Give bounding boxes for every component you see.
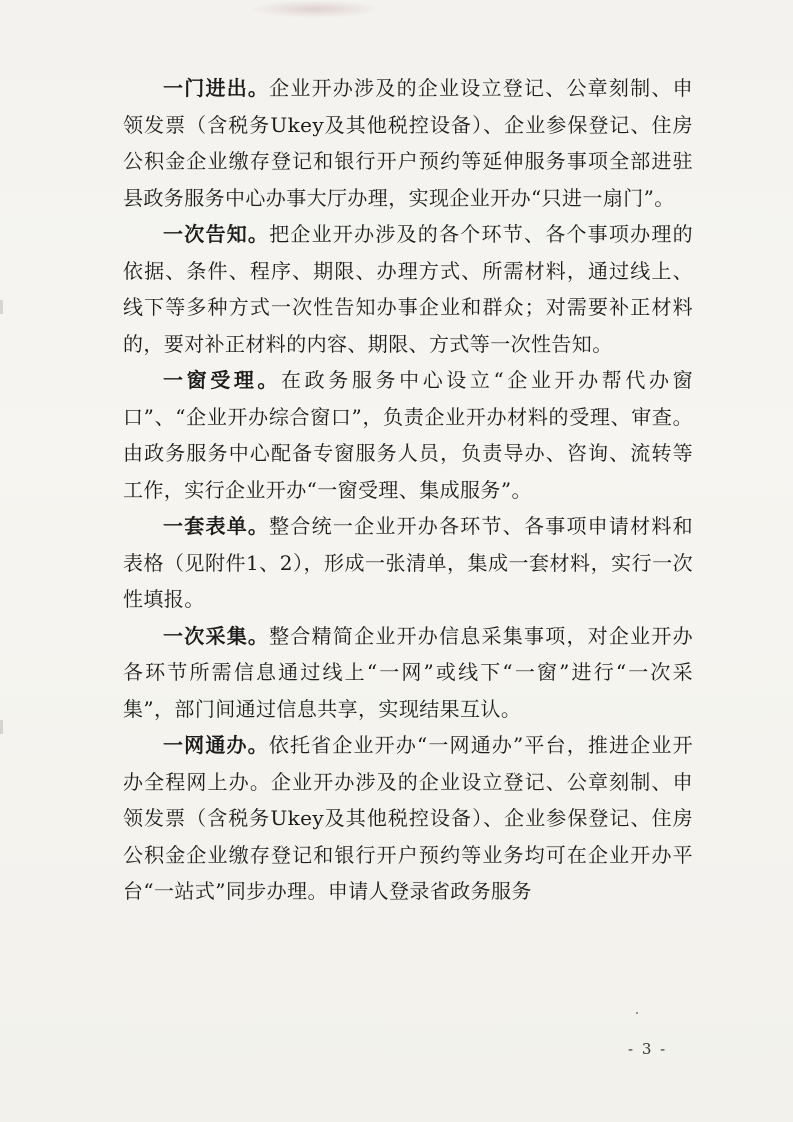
paragraph-one-door <box>123 70 693 216</box>
paragraph-text: 企业开办涉及的企业设立登记、公章刻制、申领发票（含税务Ukey及其他税控设备）、企业参保登记、住房公积金企业缴存登记和银行开户预约等延伸服务事项全部进驻县政务服务中心办事大厅办理，实现企业开办“只进一扇门”。 <box>123 76 694 210</box>
paragraph-lead: 一网通办。 <box>163 733 269 757</box>
document-body <box>123 70 693 910</box>
page-number: - 3 - <box>628 1040 668 1058</box>
binding-mark <box>0 300 3 314</box>
paragraph-lead: 一次告知。 <box>163 222 270 246</box>
paragraph-text: 在政务服务中心设立“企业开办帮代办窗口”、“企业开办综合窗口”，负责企业开办材料的受理、审查。由政务服务中心配备专窗服务人员，负责导办、咨询、流转等工作，实行企业开办“一窗受理、集成服务”。 <box>123 368 693 502</box>
paragraph-lead: 一门进出。 <box>163 76 270 100</box>
paragraph-text: 整合精简企业开办信息采集事项，对企业开办各环节所需信息通过线上“一网”或线下“一窗”进行“一次采集”，部门间通过信息共享，实现结果互认。 <box>123 623 694 721</box>
paragraph-one-form <box>123 508 693 618</box>
paragraph-text: 依托省企业开办“一网通办”平台，推进企业开办全程网上办。企业开办涉及的企业设立登记、公章刻制、申领发票（含税务Ukey及其他税控设备）、企业参保登记、住房公积金企业缴存登记和银行开户预约等业务均可在企业开办平台“一站式”同步办理。申请人登录省政务服务 <box>123 733 693 903</box>
paragraph-text: 把企业开办涉及的各个环节、各个事项办理的依据、条件、程序、期限、办理方式、所需材料，通过线上、线下等多种方式一次性告知办事企业和群众；对需要补正材料的，要对补正材料的内容、期限、方式等一次性告知。 <box>123 222 694 356</box>
paragraph-one-window <box>123 362 693 508</box>
paragraph-lead: 一套表单。 <box>163 514 270 538</box>
binding-mark <box>0 720 3 734</box>
paragraph-text: 整合统一企业开办各环节、各事项申请材料和表格（见附件1、2），形成一张清单，集成一套材料，实行一次性填报。 <box>123 514 694 611</box>
paragraph-lead: 一次采集。 <box>163 623 270 648</box>
paragraph-one-collection <box>123 618 693 728</box>
scan-smudge <box>250 0 380 18</box>
scan-dot <box>636 1012 638 1014</box>
paragraph-lead: 一窗受理。 <box>163 368 282 392</box>
paragraph-one-notice <box>123 216 693 362</box>
paragraph-one-network <box>123 727 693 910</box>
